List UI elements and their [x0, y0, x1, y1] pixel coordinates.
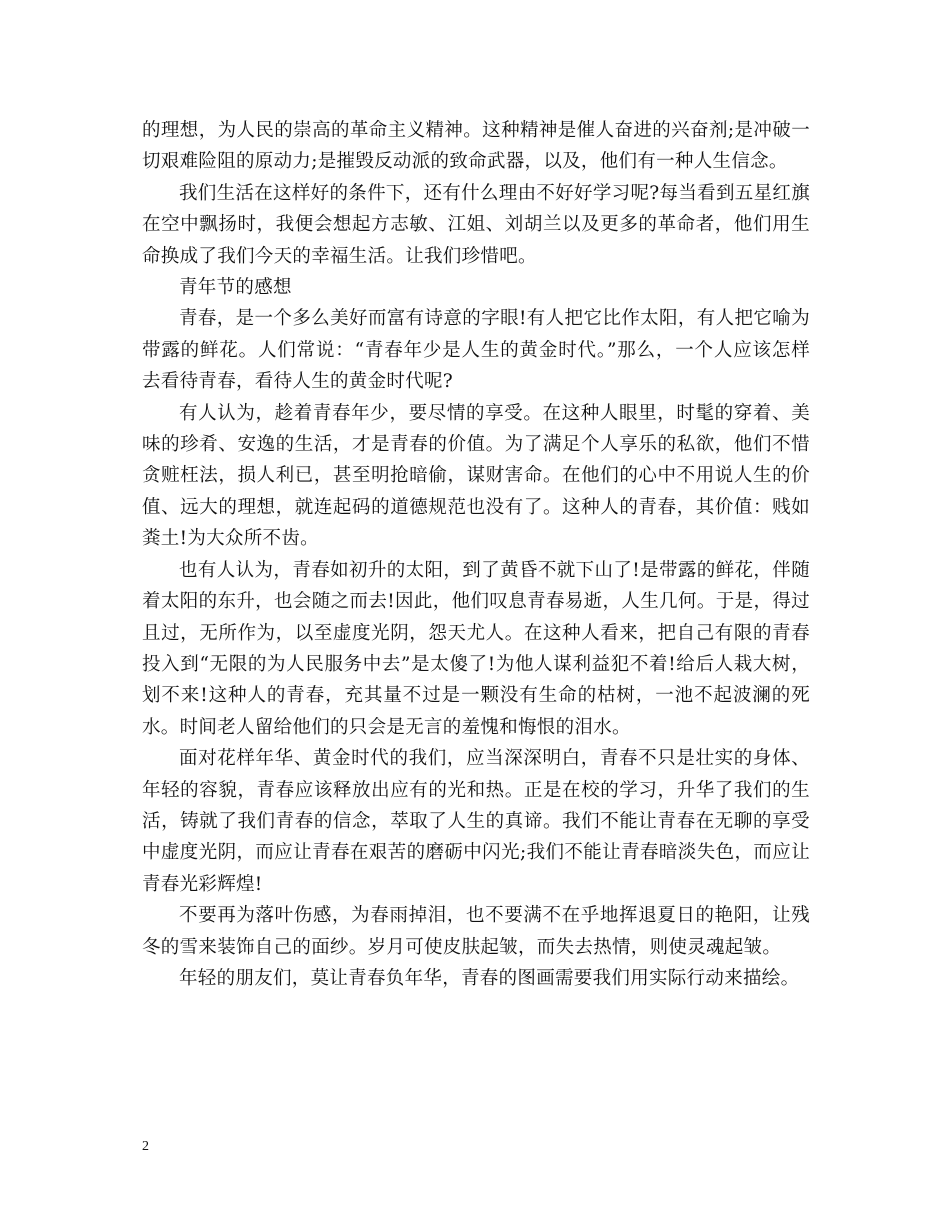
paragraph-7: 不要再为落叶伤感，为春雨掉泪，也不要满不在乎地挥退夏日的艳阳，让残冬的雪来装饰自己的面纱。岁月可使皮肤起皱，而失去热情，则使灵魂起皱。: [142, 905, 810, 958]
paragraph-6: 面对花样年华、黄金时代的我们，应当深深明白，青春不只是壮实的身体、年轻的容貌，青春应该释放出应有的光和热。正是在校的学习，升华了我们的生活，铸就了我们青春的信念，萃取了人生的真谛。我们不能让青春在无聊的享受中虚度光阴，而应让青春在艰苦的磨砺中闪光;我们不能让青春暗淡失色，而应让青春光彩辉煌!: [142, 748, 810, 895]
paragraph-4: 有人认为，趁着青春年少，要尽情的享受。在这种人眼里，时髦的穿着、美味的珍肴、安逸的生活，才是青春的价值。为了满足个人享乐的私欲，他们不惜贪赃枉法，损人利已，甚至明抢暗偷，谋财害命。在他们的心中不用说人生的价值、远大的理想，就连起码的道德规范也没有了。这种人的青春，其价值：贱如粪土!为大众所不齿。: [142, 402, 810, 550]
paragraph-3: 青春，是一个多么美好而富有诗意的字眼!有人把它比作太阳，有人把它喻为带露的鲜花。人们常说：“青春年少是人生的黄金时代。”那么，一个人应该怎样去看待青春，看待人生的黄金时代呢?: [142, 308, 810, 393]
body-text: [142, 115, 810, 994]
paragraph-1: 的理想，为人民的崇高的革命主义精神。这种精神是催人奋进的兴奋剂;是冲破一切艰难险阻的原动力;是摧毁反动派的致命武器，以及，他们有一种人生信念。: [142, 120, 810, 173]
paragraph-8: 年轻的朋友们，莫让青春负年华，青春的图画需要我们用实际行动来描绘。: [179, 967, 800, 989]
page-number: 2: [142, 1139, 149, 1154]
paragraph-5: 也有人认为，青春如初升的太阳，到了黄昏不就下山了!是带露的鲜花，伴随着太阳的东升，也会随之而去!因此，他们叹息青春易逝，人生几何。于是，得过且过，无所作为，以至虚度光阴，怨天尤人。在这种人看来，把自己有限的青春投入到“无限的为人民服务中去”是太傻了!为他人谋利益犯不着!给后人栽大树，划不来!这种人的青春，充其量不过是一颗没有生命的枯树，一池不起波澜的死水。时间老人留给他们的只会是无言的羞愧和悔恨的泪水。: [142, 559, 810, 738]
section-heading: 青年节的感想: [179, 277, 292, 299]
paragraph-2: 我们生活在这样好的条件下，还有什么理由不好好学习呢?每当看到五星红旗在空中飘扬时，我便会想起方志敏、江姐、刘胡兰以及更多的革命者，他们用生命换成了我们今天的幸福生活。让我们珍惜吧。: [142, 182, 810, 267]
